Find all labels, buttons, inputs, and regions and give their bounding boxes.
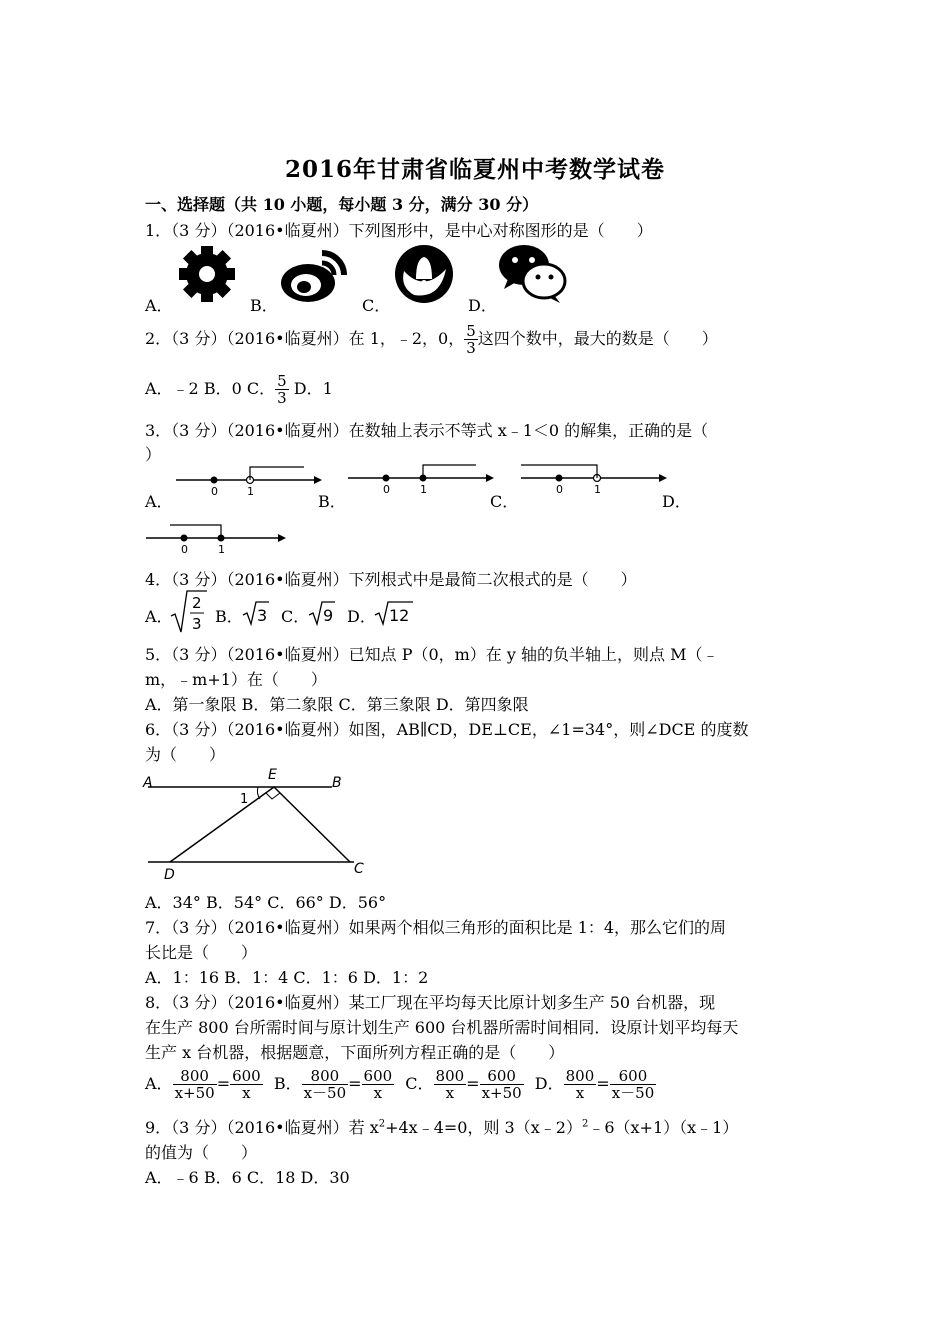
- q8-c-ld: x: [445, 1084, 455, 1102]
- question-7-stem-line1: 7．（3 分）（2016•临夏州）如果两个相似三角形的面积比是 1：4，那么它们的周: [145, 918, 727, 937]
- q4-c-rad: 9: [323, 606, 334, 625]
- wechat-icon: [498, 243, 568, 305]
- q3-option-d-label: D．: [662, 492, 691, 511]
- number-line-a: [172, 462, 322, 502]
- q9-sup-1: 2: [378, 1118, 386, 1130]
- q8-b-rd: x: [373, 1084, 383, 1102]
- question-2-options: [145, 370, 333, 408]
- q2-frac-num: 5: [466, 322, 476, 340]
- question-6-stem-line1: 6．（3 分）（2016•临夏州）如图，AB∥CD，DE⊥CE，∠1=34°，则∠DCE 的度数: [145, 720, 749, 739]
- tick-0: 0: [181, 543, 188, 556]
- label-a: A: [143, 775, 153, 791]
- q8-c-rd: x+50: [481, 1084, 522, 1102]
- q1-option-b-label: B．: [250, 296, 278, 315]
- question-5-options: A．第一象限 B．第二象限 C．第三象限 D．第四象限: [145, 695, 529, 714]
- q8-d-ld: x: [575, 1084, 585, 1102]
- page-title: 2016年甘肃省临夏州中考数学试卷: [284, 156, 665, 183]
- q2-frac-den: 3: [466, 339, 476, 357]
- q8-c-left: [434, 1068, 467, 1101]
- q8-option-b-label: B．: [273, 1074, 302, 1093]
- q9-stem-end: ﹣6（x+1）（x﹣1）: [588, 1118, 739, 1137]
- q2-fraction: [464, 323, 478, 356]
- q4-b-rad: 3: [257, 606, 268, 625]
- q8-d-rn: 600: [610, 1068, 657, 1085]
- q8-option-c-label: C．: [405, 1074, 434, 1093]
- q8-d-eq: =: [596, 1074, 610, 1093]
- number-line-d: [142, 520, 292, 560]
- q4-option-a-label: A．: [145, 607, 173, 626]
- q8-a-ld: x+50: [174, 1084, 215, 1102]
- q2-options-ab: A．﹣2 B．0 C．: [145, 379, 276, 398]
- q4-option-c-label: C．: [281, 607, 310, 626]
- tick-0: 0: [383, 483, 390, 496]
- q9-stem-pre: 9．（3 分）（2016•临夏州）若 x: [145, 1118, 379, 1137]
- q8-c-right: [480, 1068, 524, 1101]
- q4-option-d-label: D．: [347, 607, 376, 626]
- weibo-icon: [278, 245, 350, 305]
- label-d: D: [164, 867, 175, 883]
- q8-d-rd: x－50: [611, 1084, 655, 1102]
- q8-option-d-label: D．: [534, 1074, 564, 1093]
- q3-option-b-label: B．: [318, 492, 346, 511]
- q8-a-rn: 600: [232, 1067, 261, 1085]
- question-3-stem-line1: 3．（3 分）（2016•临夏州）在数轴上表示不等式 x﹣1＜0 的解集，正确的是（: [145, 421, 709, 440]
- q8-d-ln: 800: [565, 1067, 595, 1085]
- question-3-stem-line2: ）: [145, 445, 162, 464]
- q1-option-c-label: C．: [362, 296, 391, 315]
- question-5-stem-line1: 5．（3 分）（2016•临夏州）已知点 P（0，m）在 y 轴的负半轴上，则点 M（﹣: [145, 645, 719, 664]
- label-b: B: [332, 775, 342, 791]
- question-5-stem-line2: m，﹣m+1）在（ ）: [145, 670, 327, 689]
- question-1-stem: 1．（3 分）（2016•临夏州）下列图形中，是中心对称图形的是（ ）: [145, 221, 653, 240]
- question-7-options: A．1：16 B．1：4 C．1：6 D．1：2: [145, 968, 429, 987]
- question-9-stem-line1: [145, 1115, 738, 1138]
- q8-b-right: [362, 1068, 395, 1101]
- label-c: C: [354, 861, 364, 877]
- q8-b-ln: 800: [302, 1068, 349, 1085]
- q9-stem-post: +4x﹣4=0，则 3（x﹣2）: [385, 1118, 582, 1137]
- q1-option-d-label: D．: [468, 296, 497, 315]
- section-heading: 一、选择题（共 10 小题，每小题 3 分，满分 30 分）: [145, 195, 539, 214]
- label-angle-1: 1: [240, 792, 249, 807]
- q8-a-rd: x: [242, 1084, 251, 1102]
- q2-stem-pre: 2．（3 分）（2016•临夏州）在 1，﹣2，0，: [145, 329, 465, 348]
- question-4-stem: 4．（3 分）（2016•临夏州）下列根式中是最简二次根式的是（ ）: [145, 570, 637, 589]
- q4-a-num: 2: [192, 594, 202, 612]
- question-7-stem-line2: 长比是（ ）: [145, 943, 258, 962]
- q3-option-a-label: A．: [145, 492, 173, 511]
- q4-d-rad: 12: [389, 606, 410, 625]
- question-6-stem-line2: 为（ ）: [145, 745, 226, 764]
- q8-c-ln: 800: [435, 1067, 465, 1085]
- gear-icon: [176, 243, 238, 305]
- question-2-stem: [145, 320, 718, 358]
- q3-option-c-label: C．: [490, 492, 519, 511]
- tick-1: 1: [594, 483, 601, 496]
- bell-logo-icon: [392, 243, 456, 305]
- q8-b-eq: =: [348, 1074, 362, 1093]
- q2-option-c-fraction: [275, 373, 289, 406]
- number-line-b: [344, 460, 494, 500]
- q8-c-rn: 600: [480, 1068, 524, 1085]
- q2-stem-post: 这四个数中，最大的数是（ ）: [477, 329, 718, 348]
- number-line-c: [517, 460, 667, 500]
- q8-a-ln: 800: [173, 1068, 217, 1085]
- q8-option-a-label: A．: [145, 1074, 173, 1093]
- tick-1: 1: [218, 543, 225, 556]
- q8-a-eq: =: [216, 1074, 231, 1093]
- question-6-options: A．34° B．54° C．66° D．56°: [145, 893, 387, 912]
- tick-0: 0: [211, 485, 218, 498]
- q8-b-left: [302, 1068, 349, 1101]
- question-8-options: [145, 1064, 656, 1104]
- question-8-stem-line2: 在生产 800 台所需时间与原计划生产 600 台机器所需时间相同．设原计划平均每天: [145, 1018, 739, 1037]
- q8-a-left: [173, 1068, 217, 1101]
- q9-sup-2: 2: [581, 1118, 589, 1130]
- question-8-stem-line1: 8．（3 分）（2016•临夏州）某工厂现在平均每天比原计划多生产 50 台机器，现: [145, 993, 716, 1012]
- q8-d-right: [610, 1068, 657, 1101]
- q4-option-c-radical: [307, 600, 337, 626]
- q4-option-b-label: B．: [215, 607, 243, 626]
- tick-1: 1: [247, 485, 254, 498]
- question-9-stem-line2: 的值为（ ）: [145, 1143, 258, 1162]
- tick-0: 0: [556, 483, 563, 496]
- q8-d-left: [564, 1068, 597, 1101]
- q8-c-eq: =: [466, 1074, 480, 1093]
- q4-option-d-radical: [373, 600, 415, 626]
- q2-optc-den: 3: [277, 389, 287, 407]
- tick-1: 1: [420, 483, 427, 496]
- q2-optc-num: 5: [277, 372, 287, 390]
- q1-option-a-label: A．: [145, 296, 173, 315]
- q2-option-d: D．1: [293, 379, 333, 398]
- geometry-figure: [140, 765, 375, 885]
- q4-option-a-radical: [169, 588, 209, 636]
- question-9-options: A．﹣6 B．6 C．18 D．30: [145, 1168, 350, 1187]
- q4-option-b-radical: [241, 600, 271, 626]
- question-8-stem-line3: 生产 x 台机器，根据题意，下面所列方程正确的是（ ）: [145, 1043, 565, 1062]
- q8-a-right: [230, 1068, 263, 1101]
- q4-a-den: 3: [192, 615, 202, 633]
- q8-b-ld: x－50: [303, 1084, 347, 1102]
- q8-b-rn: 600: [363, 1067, 393, 1085]
- label-e: E: [268, 767, 277, 783]
